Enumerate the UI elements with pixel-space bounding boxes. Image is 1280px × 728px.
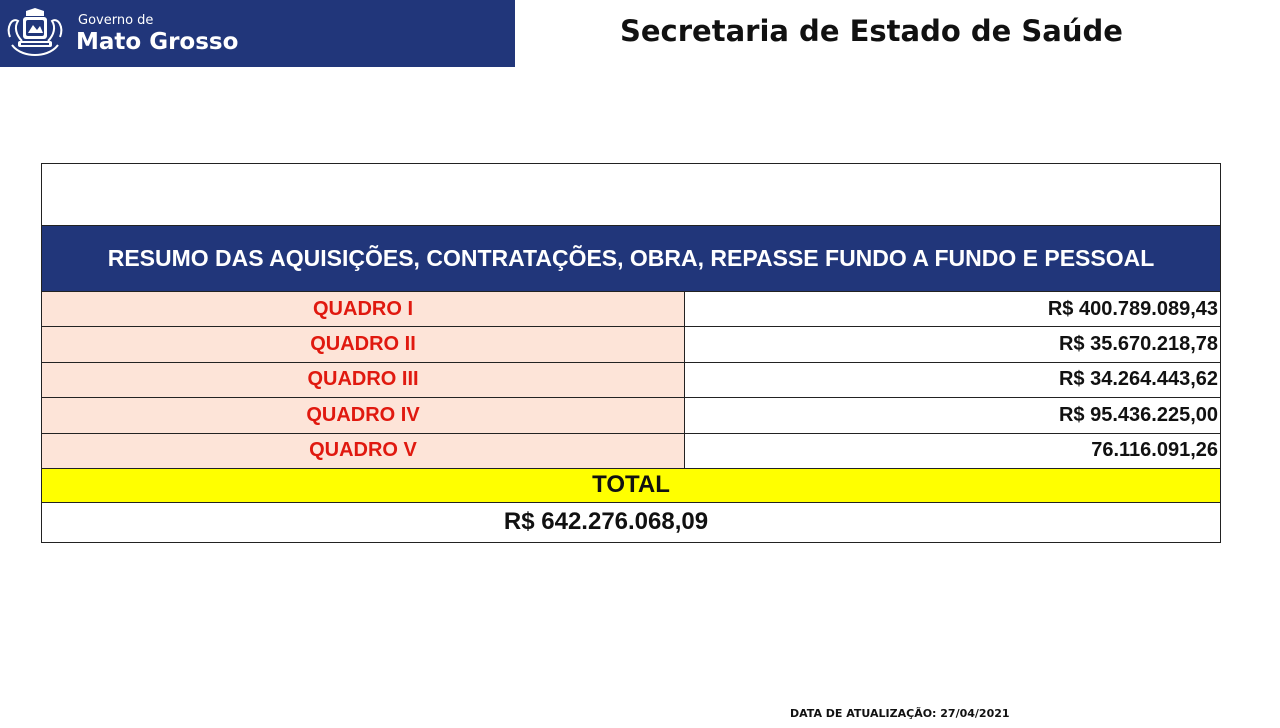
table-row [42, 363, 1220, 398]
row-label: QUADRO II [42, 327, 685, 361]
total-value: R$ 642.276.068,09 [42, 503, 1220, 542]
table-row [42, 292, 1220, 327]
table-heading: RESUMO DAS AQUISIÇÕES, CONTRATAÇÕES, OBRA, REPASSE FUNDO A FUNDO E PESSOAL [42, 226, 1220, 292]
summary-table [41, 163, 1221, 543]
government-label: Governo de [78, 12, 154, 28]
table-row [42, 434, 1220, 469]
government-banner [0, 0, 515, 67]
state-coat-of-arms-icon [4, 7, 66, 61]
update-date: DATA DE ATUALIZAÇÃO: 27/04/2021 [790, 707, 1010, 720]
row-label: QUADRO IV [42, 398, 685, 432]
state-name: Mato Grosso [76, 28, 239, 55]
row-value: R$ 95.436.225,00 [685, 398, 1220, 432]
government-wordmark [76, 13, 238, 55]
page-title: Secretaria de Estado de Saúde [620, 14, 1123, 48]
row-value: R$ 35.670.218,78 [685, 327, 1220, 361]
table-row [42, 398, 1220, 433]
total-label: TOTAL [42, 469, 1220, 503]
table-row [42, 327, 1220, 362]
row-label: QUADRO III [42, 363, 685, 397]
row-value: R$ 400.789.089,43 [685, 292, 1220, 326]
row-value: R$ 34.264.443,62 [685, 363, 1220, 397]
blank-row [42, 164, 1220, 226]
row-value: 76.116.091,26 [685, 434, 1220, 468]
row-label: QUADRO I [42, 292, 685, 326]
row-label: QUADRO V [42, 434, 685, 468]
